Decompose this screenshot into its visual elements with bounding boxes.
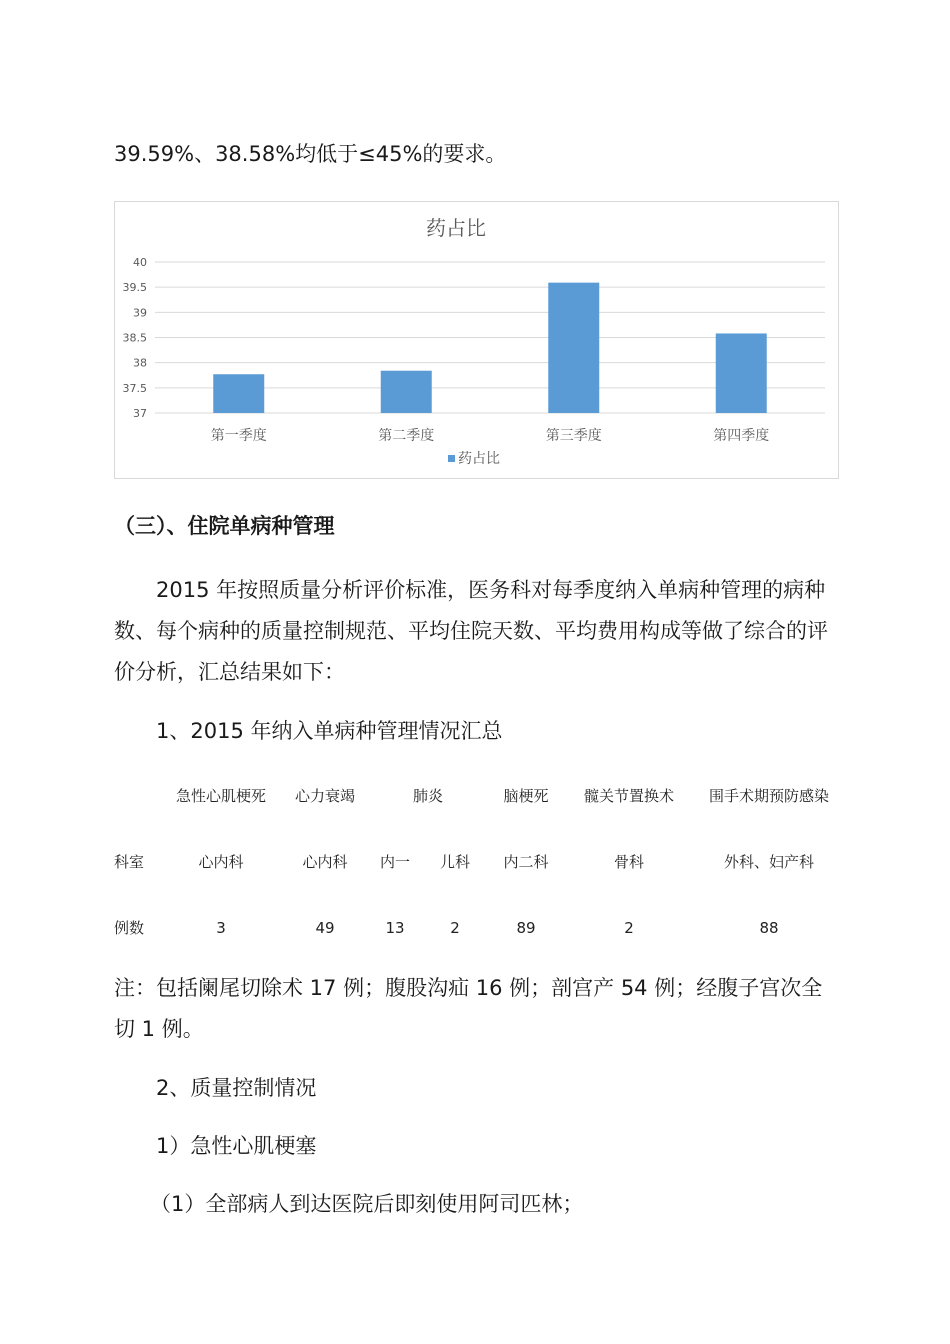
disease-header: 急性心肌梗死 — [175, 787, 267, 805]
count-cell: 13 — [385, 919, 405, 937]
legend-label: 药占比 — [458, 451, 500, 467]
y-tick-label: 39.5 — [122, 281, 147, 295]
subheading-quality: 2、质量控制情况 — [156, 1076, 317, 1100]
x-tick-label: 第一季度 — [210, 428, 267, 444]
dept-cell: 儿科 — [439, 853, 471, 871]
count-cell: 89 — [516, 919, 536, 937]
chart-title: 药占比 — [426, 216, 486, 240]
disease-header: 髋关节置换术 — [583, 787, 675, 805]
disease-header: 肺炎 — [412, 787, 444, 805]
dept-cell: 内一 — [379, 853, 411, 871]
y-tick-label: 38 — [133, 356, 147, 370]
dept-cell: 骨科 — [613, 853, 645, 871]
disease-header: 围手术期预防感染 — [708, 787, 830, 805]
disease-header: 心力衰竭 — [294, 787, 356, 805]
dept-cell: 内二科 — [503, 853, 549, 871]
x-tick-label: 第二季度 — [378, 428, 435, 444]
dept-cell: 心内科 — [198, 853, 244, 871]
x-tick-label: 第四季度 — [713, 428, 770, 444]
disease-header: 脑梗死 — [503, 787, 549, 805]
intro-line: 39.59%、38.58%均低于≤45%的要求。 — [114, 142, 507, 166]
list-item-aspirin: （1）全部病人到达医院后即刻使用阿司匹林； — [150, 1192, 584, 1216]
count-cell: 88 — [759, 919, 779, 937]
y-tick-label: 38.5 — [122, 331, 147, 345]
dept-cell: 外科、妇产科 — [723, 853, 815, 871]
y-tick-label: 37.5 — [122, 381, 147, 395]
section-heading: （三）、住院单病种管理 — [114, 514, 335, 538]
subheading-summary: 1、2015 年纳入单病种管理情况汇总 — [156, 719, 503, 743]
note-text: 注：包括阑尾切除术 17 例；腹股沟疝 16 例；剖宫产 54 例；经腹子宫次全切 1 例。 — [114, 976, 823, 1041]
dept-row-label: 科室 — [114, 853, 145, 871]
note-paragraph — [114, 968, 840, 1050]
count-cell: 49 — [315, 919, 335, 937]
count-cell: 3 — [216, 919, 226, 937]
dept-cell: 心内科 — [302, 853, 348, 871]
count-cell: 2 — [450, 919, 460, 937]
count-row-label: 例数 — [114, 919, 145, 937]
subheading-ami: 1）急性心肌梗塞 — [156, 1134, 317, 1158]
paragraph-text: 2015 年按照质量分析评价标准，医务科对每季度纳入单病种管理的病种数、每个病种的质量控制规范、平均住院天数、平均费用构成等做了综合的评价分析，汇总结果如下： — [114, 578, 828, 684]
y-tick-label: 40 — [133, 256, 147, 269]
y-tick-label: 39 — [133, 306, 147, 320]
y-tick-label: 37 — [133, 407, 147, 420]
x-tick-label: 第三季度 — [545, 428, 602, 444]
count-cell: 2 — [624, 919, 634, 937]
